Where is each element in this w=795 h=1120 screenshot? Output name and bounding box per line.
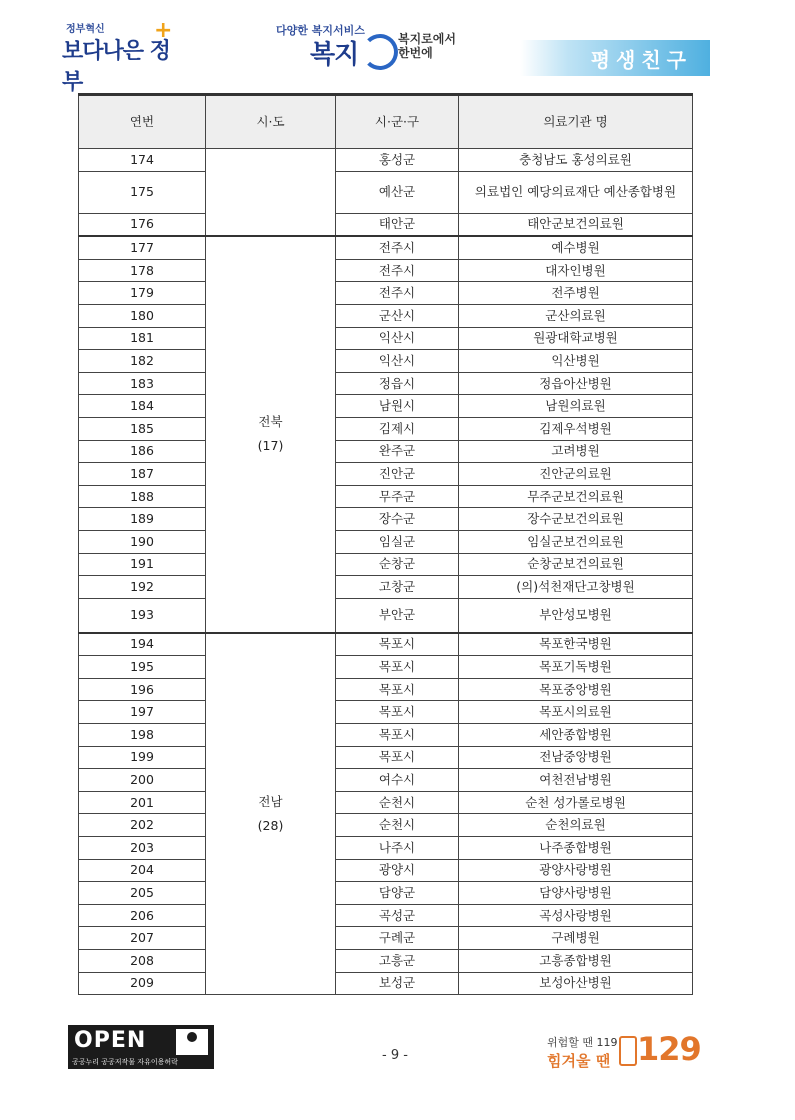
cell-sigungu: 고창군: [336, 576, 459, 599]
table-row: [79, 463, 693, 486]
cell-sigungu: 목포시: [336, 678, 459, 701]
hotline-line1: 위험할 땐 119: [547, 1036, 618, 1049]
table-row: [79, 304, 693, 327]
cell-sigungu: 담양군: [336, 882, 459, 905]
hotline-line2: 힘겨울 땐: [547, 1052, 611, 1070]
cell-hospital: 나주종합병원: [459, 837, 693, 860]
cell-sigungu: 나주시: [336, 837, 459, 860]
col-header-hospital: 의료기관 명: [459, 95, 693, 149]
open-word: OPEN: [74, 1028, 147, 1053]
cell-hospital: 고려병원: [459, 440, 693, 463]
table-row: [79, 814, 693, 837]
cell-no: 195: [79, 656, 206, 679]
cell-hospital: 예수병원: [459, 236, 693, 259]
table-row: [79, 972, 693, 995]
cell-sigungu: 임실군: [336, 530, 459, 553]
cell-no: 185: [79, 417, 206, 440]
cell-sigungu: 보성군: [336, 972, 459, 995]
cell-no: 202: [79, 814, 206, 837]
bokjiro-brand: 복지: [310, 40, 359, 70]
cell-sigungu: 전주시: [336, 282, 459, 305]
table-row: [79, 904, 693, 927]
table-row: [79, 859, 693, 882]
table-row: [79, 678, 693, 701]
bokjiro-right-text: 복지로에서 한번에: [398, 32, 456, 60]
cell-sigungu: 진안군: [336, 463, 459, 486]
cell-hospital: (의)석천재단고창병원: [459, 576, 693, 599]
cell-hospital: 순천 성가롤로병원: [459, 791, 693, 814]
gov-logo-small-text: 정부혁신: [66, 24, 105, 35]
cell-hospital: 정읍아산병원: [459, 372, 693, 395]
page-header: [0, 0, 795, 95]
cell-hospital: 순천의료원: [459, 814, 693, 837]
bokjiro-logo: [276, 22, 456, 72]
cell-sigungu: 부안군: [336, 598, 459, 633]
cell-sigungu: 군산시: [336, 304, 459, 327]
cell-hospital: 고흥종합병원: [459, 950, 693, 973]
cell-no: 188: [79, 485, 206, 508]
table-row: [79, 149, 693, 172]
cell-no: 186: [79, 440, 206, 463]
cell-sigungu: 무주군: [336, 485, 459, 508]
cell-sigungu: 정읍시: [336, 372, 459, 395]
col-header-sido: 시·도: [206, 95, 336, 149]
cell-sigungu: 구례군: [336, 927, 459, 950]
phone-icon: [619, 1036, 637, 1066]
cell-no: 196: [79, 678, 206, 701]
table-row: [79, 213, 693, 236]
cell-hospital: 목포기독병원: [459, 656, 693, 679]
cell-hospital: 구례병원: [459, 927, 693, 950]
cell-sigungu: 익산시: [336, 350, 459, 373]
cell-sido: [206, 149, 336, 237]
cell-sigungu: 전주시: [336, 259, 459, 282]
cell-hospital: 무주군보건의료원: [459, 485, 693, 508]
cell-sigungu: 순천시: [336, 814, 459, 837]
cell-hospital: 장수군보건의료원: [459, 508, 693, 531]
cell-sigungu: 태안군: [336, 213, 459, 236]
cell-hospital: 목포한국병원: [459, 633, 693, 656]
table-row: [79, 576, 693, 599]
cell-sigungu: 익산시: [336, 327, 459, 350]
cell-no: 178: [79, 259, 206, 282]
cell-sigungu: 홍성군: [336, 149, 459, 172]
cell-sido: 전남 (28): [206, 633, 336, 995]
cell-no: 179: [79, 282, 206, 305]
cell-no: 201: [79, 791, 206, 814]
table-row: [79, 746, 693, 769]
cell-no: 203: [79, 837, 206, 860]
cell-no: 208: [79, 950, 206, 973]
cell-no: 174: [79, 149, 206, 172]
cell-sigungu: 예산군: [336, 171, 459, 213]
gov-innovation-logo: [62, 18, 173, 95]
cell-hospital: 임실군보건의료원: [459, 530, 693, 553]
bokjiro-tagline: 다양한 복지서비스: [276, 24, 365, 37]
cell-no: 199: [79, 746, 206, 769]
cell-sigungu: 김제시: [336, 417, 459, 440]
cell-no: 180: [79, 304, 206, 327]
cell-hospital: 의료법인 예당의료재단 예산종합병원: [459, 171, 693, 213]
table-row: [79, 837, 693, 860]
cell-sigungu: 순창군: [336, 553, 459, 576]
cell-hospital: 목포중앙병원: [459, 678, 693, 701]
cell-no: 197: [79, 701, 206, 724]
bokjiro-arc-icon: [362, 34, 398, 70]
open-caption: 공공누리 공공저작물 자유이용허락: [72, 1058, 178, 1066]
table-row: [79, 282, 693, 305]
cell-sigungu: 장수군: [336, 508, 459, 531]
cell-hospital: 광양사랑병원: [459, 859, 693, 882]
cell-no: 190: [79, 530, 206, 553]
table-row: [79, 656, 693, 679]
cell-sido: 전북 (17): [206, 236, 336, 633]
cell-sigungu: 전주시: [336, 236, 459, 259]
table-body: [79, 149, 693, 995]
attribution-icon: [176, 1029, 208, 1055]
table-row: [79, 236, 693, 259]
cell-sigungu: 광양시: [336, 859, 459, 882]
table-row: [79, 950, 693, 973]
col-header-sigungu: 시·군·구: [336, 95, 459, 149]
cell-hospital: 전남중앙병원: [459, 746, 693, 769]
cell-no: 194: [79, 633, 206, 656]
cell-hospital: 김제우석병원: [459, 417, 693, 440]
table-row: [79, 417, 693, 440]
cell-hospital: 부안성모병원: [459, 598, 693, 633]
hotline-number: 129: [637, 1030, 701, 1068]
table-header-row: [79, 95, 693, 149]
cell-hospital: 남원의료원: [459, 395, 693, 418]
cell-hospital: 익산병원: [459, 350, 693, 373]
lifelong-friend-banner: [520, 40, 710, 76]
cell-sigungu: 순천시: [336, 791, 459, 814]
cell-sigungu: 여수시: [336, 769, 459, 792]
cell-sigungu: 고흥군: [336, 950, 459, 973]
cell-hospital: 대자인병원: [459, 259, 693, 282]
cell-hospital: 태안군보건의료원: [459, 213, 693, 236]
table-row: [79, 171, 693, 213]
cell-no: 175: [79, 171, 206, 213]
table-row: [79, 372, 693, 395]
table-row: [79, 553, 693, 576]
page-number: - 9 -: [382, 1048, 408, 1063]
table-row: [79, 882, 693, 905]
cell-sigungu: 남원시: [336, 395, 459, 418]
col-header-no: 연번: [79, 95, 206, 149]
cell-sigungu: 목포시: [336, 746, 459, 769]
cell-hospital: 전주병원: [459, 282, 693, 305]
hotline-129-logo: [545, 1024, 700, 1074]
table-row: [79, 927, 693, 950]
cell-hospital: 여천전남병원: [459, 769, 693, 792]
cell-hospital: 군산의료원: [459, 304, 693, 327]
table-row: [79, 327, 693, 350]
cell-no: 206: [79, 904, 206, 927]
cell-no: 192: [79, 576, 206, 599]
table-row: [79, 791, 693, 814]
cell-no: 193: [79, 598, 206, 633]
plus-icon: +: [154, 18, 173, 43]
table-row: [79, 485, 693, 508]
hospital-table: [78, 93, 693, 995]
cell-no: 207: [79, 927, 206, 950]
cell-hospital: 세안종합병원: [459, 724, 693, 747]
cell-sigungu: 목포시: [336, 701, 459, 724]
cell-no: 177: [79, 236, 206, 259]
cell-hospital: 목포시의료원: [459, 701, 693, 724]
cell-sigungu: 목포시: [336, 656, 459, 679]
table-row: [79, 508, 693, 531]
cell-hospital: 보성아산병원: [459, 972, 693, 995]
table-row: [79, 724, 693, 747]
cell-no: 191: [79, 553, 206, 576]
cell-no: 198: [79, 724, 206, 747]
table-row: [79, 259, 693, 282]
cell-no: 183: [79, 372, 206, 395]
cell-sigungu: 목포시: [336, 724, 459, 747]
cell-sigungu: 목포시: [336, 633, 459, 656]
cell-no: 200: [79, 769, 206, 792]
table-row: [79, 395, 693, 418]
cell-hospital: 충청남도 홍성의료원: [459, 149, 693, 172]
cell-sigungu: 곡성군: [336, 904, 459, 927]
cell-no: 189: [79, 508, 206, 531]
cell-hospital: 진안군의료원: [459, 463, 693, 486]
cell-no: 187: [79, 463, 206, 486]
cell-sigungu: 완주군: [336, 440, 459, 463]
cell-hospital: 원광대학교병원: [459, 327, 693, 350]
cell-no: 176: [79, 213, 206, 236]
kogl-open-badge: [68, 1025, 214, 1069]
banner-text: 평생친구: [590, 48, 692, 72]
cell-no: 182: [79, 350, 206, 373]
cell-no: 181: [79, 327, 206, 350]
table-row: [79, 633, 693, 656]
cell-no: 209: [79, 972, 206, 995]
table-row: [79, 701, 693, 724]
cell-hospital: 담양사랑병원: [459, 882, 693, 905]
table-row: [79, 769, 693, 792]
table-row: [79, 530, 693, 553]
gov-logo-big-text: 보다나은 정부: [62, 39, 170, 95]
table-row: [79, 440, 693, 463]
cell-no: 204: [79, 859, 206, 882]
cell-hospital: 순창군보건의료원: [459, 553, 693, 576]
cell-hospital: 곡성사랑병원: [459, 904, 693, 927]
cell-no: 205: [79, 882, 206, 905]
table-row: [79, 350, 693, 373]
cell-no: 184: [79, 395, 206, 418]
table-row: [79, 598, 693, 633]
